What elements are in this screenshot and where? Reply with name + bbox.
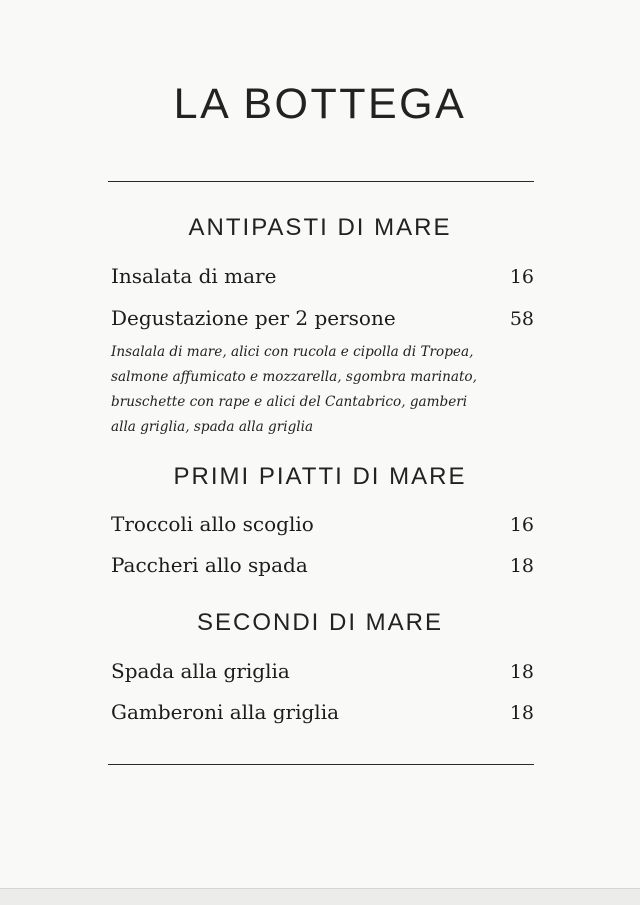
menu-item-description <box>111 340 541 440</box>
section-title-primi: PRIMI PIATTI DI MARE <box>173 463 467 490</box>
restaurant-name: LA BOTTEGA <box>173 80 467 128</box>
menu-item-name: Insalata di mare <box>111 264 277 288</box>
menu-item-price: 58 <box>509 308 534 330</box>
menu-item-troccoli <box>111 512 534 536</box>
menu-item-price: 18 <box>509 661 534 683</box>
menu-item-degustazione <box>111 306 534 330</box>
section-title-antipasti: ANTIPASTI DI MARE <box>188 214 452 241</box>
description-line: Insalala di mare, alici con rucola e cipolla di Tropea, <box>111 344 474 360</box>
menu-item-gamberoni <box>111 700 534 724</box>
menu-item-paccheri <box>111 553 534 577</box>
menu-item-price: 18 <box>509 702 534 724</box>
menu-item-name: Spada alla griglia <box>111 659 290 683</box>
section-title-secondi: SECONDI DI MARE <box>196 609 444 636</box>
menu-item-price: 16 <box>509 266 534 288</box>
top-divider <box>108 181 534 182</box>
menu-item-insalata-di-mare <box>111 264 534 288</box>
description-line: salmone affumicato e mozzarella, sgombra marinato, <box>111 369 477 385</box>
menu-item-name: Degustazione per 2 persone <box>111 306 396 330</box>
menu-item-name: Paccheri allo spada <box>111 553 308 577</box>
menu-item-name: Troccoli allo scoglio <box>111 512 314 536</box>
menu-item-price: 16 <box>509 514 534 536</box>
menu-item-spada <box>111 659 534 683</box>
description-line: alla griglia, spada alla griglia <box>111 419 314 435</box>
description-line: bruschette con rape e alici del Cantabrico, gamberi <box>111 394 468 410</box>
menu-item-name: Gamberoni alla griglia <box>111 700 340 724</box>
bottom-divider <box>108 764 534 765</box>
menu-item-price: 18 <box>509 555 534 577</box>
scan-edge <box>0 888 640 905</box>
